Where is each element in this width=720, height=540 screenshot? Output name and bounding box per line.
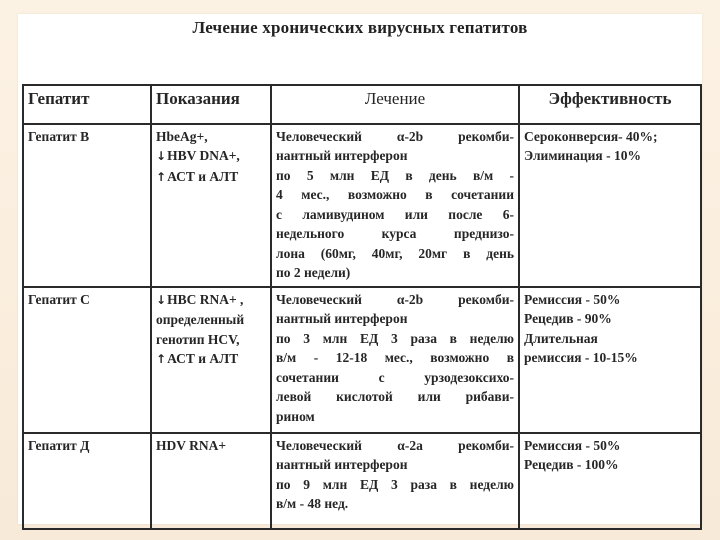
hepatitis-cell: Гепатит В bbox=[23, 124, 151, 287]
indications-cell bbox=[151, 124, 271, 287]
treatment-line: по 2 недели) bbox=[276, 265, 351, 281]
indications-cell bbox=[151, 287, 271, 433]
treatment-cell bbox=[271, 287, 519, 433]
treatment-line: Человеческий α-2a рекомби- bbox=[276, 437, 514, 453]
hepatitis-cell: Гепатит Д bbox=[23, 433, 151, 529]
indication-line: ↓HBV DNA+, bbox=[156, 148, 240, 164]
indication-line: ↑АСТ и АЛТ bbox=[156, 351, 239, 367]
indication-line: HDV RNA+ bbox=[156, 437, 227, 453]
treatment-line: левой кислотой или рибави- bbox=[276, 389, 514, 405]
treatment-line: недельного курса преднизо- bbox=[276, 226, 514, 242]
arrow-down-icon: ↓ bbox=[156, 149, 167, 164]
header-treatment: Лечение bbox=[271, 85, 519, 124]
indication-line: определенный bbox=[156, 312, 245, 328]
efficacy-cell bbox=[519, 124, 701, 287]
treatment-line: нантный интерферон bbox=[276, 148, 408, 164]
efficacy-line: Длительная bbox=[524, 330, 598, 346]
page-title: Лечение хронических вирусных гепатитов bbox=[192, 18, 528, 37]
treatment-line: по 3 млн ЕД 3 раза в неделю bbox=[276, 330, 514, 346]
header-hepatitis: Гепатит bbox=[23, 85, 151, 124]
efficacy-line: Ремиссия - 50% bbox=[524, 291, 621, 307]
treatment-line: 4 мес., возможно в сочетании bbox=[276, 187, 514, 203]
treatment-line: Человеческий α-2b рекомби- bbox=[276, 291, 514, 307]
treatment-line: по 9 млн ЕД 3 раза в неделю bbox=[276, 476, 514, 492]
efficacy-line: Элиминация - 10% bbox=[524, 148, 641, 164]
arrow-up-icon: ↑ bbox=[156, 352, 167, 367]
treatment-line: с ламивудином или после 6- bbox=[276, 206, 514, 222]
indication-line: ↑АСТ и АЛТ bbox=[156, 168, 239, 184]
treatment-line: рином bbox=[276, 408, 315, 424]
efficacy-cell bbox=[519, 433, 701, 529]
indication-line: генотип HCV, bbox=[156, 331, 240, 347]
table-row bbox=[23, 287, 701, 433]
table-row bbox=[23, 433, 701, 529]
treatment-line: лона (60мг, 40мг, 20мг в день bbox=[276, 245, 514, 261]
header-indications: Показания bbox=[151, 85, 271, 124]
treatment-line: Человеческий α-2b рекомби- bbox=[276, 128, 514, 144]
scanned-page bbox=[18, 14, 702, 524]
treatment-line: по 5 млн ЕД в день в/м - bbox=[276, 167, 514, 183]
efficacy-cell bbox=[519, 287, 701, 433]
arrow-up-icon: ↑ bbox=[156, 169, 167, 184]
header-efficacy: Эффективность bbox=[519, 85, 701, 124]
treatment-line: в/м - 12-18 мес., возможно в bbox=[276, 350, 514, 366]
indication-line: ↓HBC RNA+ , bbox=[156, 291, 244, 307]
treatment-cell bbox=[271, 433, 519, 529]
hepatitis-treatment-table bbox=[22, 84, 702, 530]
hepatitis-cell: Гепатит С bbox=[23, 287, 151, 433]
efficacy-line: Сероконверсия- 40%; bbox=[524, 128, 658, 144]
treatment-line: в/м - 48 нед. bbox=[276, 496, 349, 512]
efficacy-line: Ремиссия - 50% bbox=[524, 437, 621, 453]
treatment-cell bbox=[271, 124, 519, 287]
treatment-line: нантный интерферон bbox=[276, 457, 408, 473]
efficacy-line: Рецедив - 90% bbox=[524, 311, 612, 327]
efficacy-line: Рецедив - 100% bbox=[524, 457, 619, 473]
efficacy-line: ремиссия - 10-15% bbox=[524, 350, 638, 366]
arrow-down-icon: ↓ bbox=[156, 292, 167, 307]
table-header-row bbox=[23, 85, 701, 124]
indications-cell bbox=[151, 433, 271, 529]
indication-line: HbeAg+, bbox=[156, 128, 208, 144]
treatment-line: нантный интерферон bbox=[276, 311, 408, 327]
table-row bbox=[23, 124, 701, 287]
treatment-line: сочетании с урзодезоксихо- bbox=[276, 369, 514, 385]
